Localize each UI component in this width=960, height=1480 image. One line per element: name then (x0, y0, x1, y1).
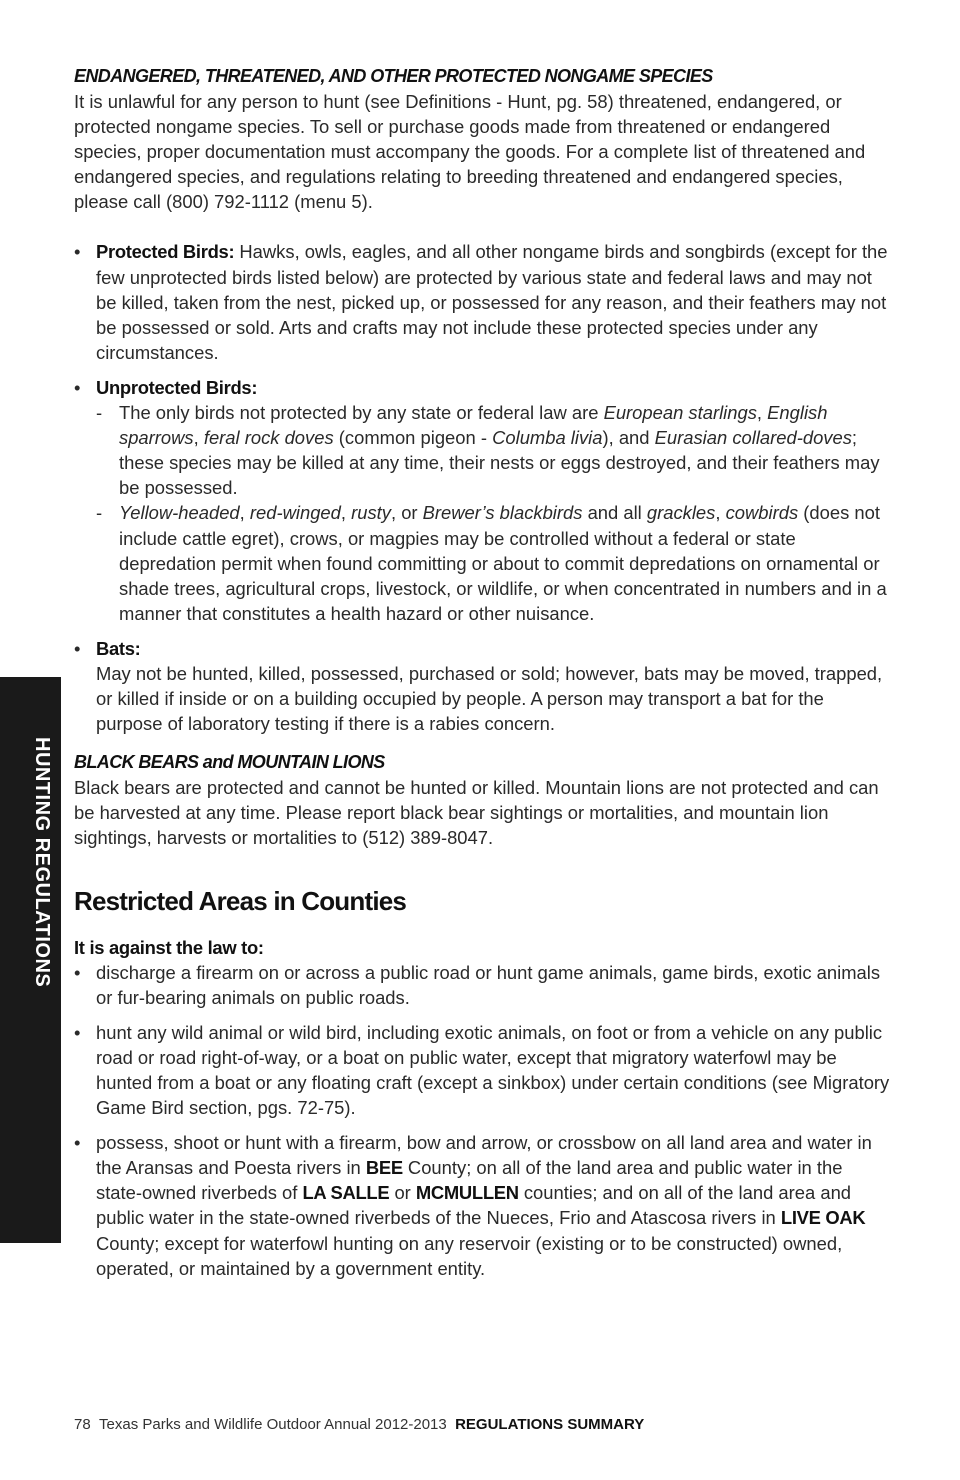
county-la-salle: LA SALLE (302, 1182, 390, 1204)
unprotected-birds-item (74, 375, 890, 400)
protected-birds-text: Hawks, owls, eagles, and all other nongame birds and songbirds (except for the few unprotected birds listed below) are protected by various state and federal laws and may not be killed, taken from the nest, picked up, or possessed for any reason, and their feathers may not be possessed or sold. Arts and crafts may not include these protected species under any circumstances. (96, 241, 888, 363)
section-title: REGULATIONS SUMMARY (455, 1416, 645, 1433)
bears-lions-text: Black bears are protected and cannot be hunted or killed. Mountain lions are not protected and can be harvested at any time. Please report black bear sightings or mortalities, and mountain lion sightings, harvests or mortalities to (512) 389-8047. (74, 777, 879, 849)
page-number: 78 (74, 1416, 91, 1433)
unprotected-birds-list (74, 400, 890, 626)
bats-text: May not be hunted, killed, possessed, purchased or sold; however, bats may be moved, trapped, or killed if inside or on a building occupied by people. A person may transport a bat for the purpose of laboratory testing if there is a rabies concern. (96, 662, 883, 735)
publication-title: Texas Parks and Wildlife Outdoor Annual 2012-2013 (99, 1416, 447, 1433)
bears-lions-heading: BLACK BEARS and MOUNTAIN LIONS (74, 752, 385, 773)
restricted-item-2: • hunt any wild animal or wild bird, including exotic animals, on foot or from a vehicle on any public road or road right-of-way, or a boat on public water, except that migratory waterfowl may be hunted from a boat or any floating craft (except a sinkbox) under certain conditions (see Migratory Game Bird section, pgs. 72-75). (74, 1020, 890, 1120)
protected-birds-item (74, 239, 890, 364)
page-content (74, 64, 890, 1281)
restricted-lead: It is against the law to: (74, 936, 264, 958)
restricted-item-1: • discharge a firearm on or across a public road or hunt game animals, game birds, exotic animals or fur-bearing animals on public roads. (74, 960, 890, 1010)
restricted-areas-heading: Restricted Areas in Counties (74, 885, 407, 916)
endangered-intro: It is unlawful for any person to hunt (see Definitions - Hunt, pg. 58) threatened, endangered, or protected nongame species. To sell or purchase goods made from threatened or endangered species, proper documentation must accompany the goods. For a complete list of threatened and endangered species, and regulations relating to breeding threatened and endangered species, please call (800) 792-1112 (menu 5). (74, 91, 866, 213)
side-tab (0, 677, 61, 1243)
unprotected-birds-label: Unprotected Birds: (96, 376, 258, 398)
unprotected-subitem-1: - The only birds not protected by any state or federal law are European starlings, English sparrows, feral rock doves (common pigeon - Columba livia), and Eurasian collared-doves; these species may be killed at any time, their nests or eggs destroyed, and their feathers may be possessed. (96, 400, 890, 500)
county-mcmullen: MCMULLEN (415, 1182, 519, 1204)
county-bee: BEE (365, 1157, 403, 1179)
protected-birds-label: Protected Birds: (96, 241, 235, 263)
bats-item (74, 636, 890, 661)
endangered-heading: ENDANGERED, THREATENED, AND OTHER PROTECTED NONGAME SPECIES (74, 66, 713, 86)
side-tab-label: HUNTING REGULATIONS (31, 737, 53, 988)
restricted-item-3: • possess, shoot or hunt with a firearm, bow and arrow, or crossbow on all land area and water in the Aransas and Poesta rivers in BEE County; on all of the land area and public water in the state-owned riverbeds of LA SALLE or MCMULLEN counties; and on all of the land area and public water in the state-owned riverbeds of the Nueces, Frio and Atascosa rivers in LIVE OAK County; except for waterfowl hunting on any reservoir (existing or to be constructed) owned, operated, or maintained by a government entity. (74, 1130, 890, 1281)
county-live-oak: LIVE OAK (780, 1207, 866, 1229)
bats-label: Bats: (96, 637, 141, 659)
unprotected-subitem-2: - Yellow-headed, red-winged, rusty, or Brewer’s blackbirds and all grackles, cowbirds (does not include cattle egret), crows, or magpies may be controlled without a federal or state depredation permit when found committing or about to commit depredations on ornamental or shade trees, agricultural crops, livestock, or wildlife, or when concentrated in numbers and in a manner that constitutes a health hazard or other nuisance. (96, 500, 890, 625)
page-footer (74, 1416, 644, 1433)
